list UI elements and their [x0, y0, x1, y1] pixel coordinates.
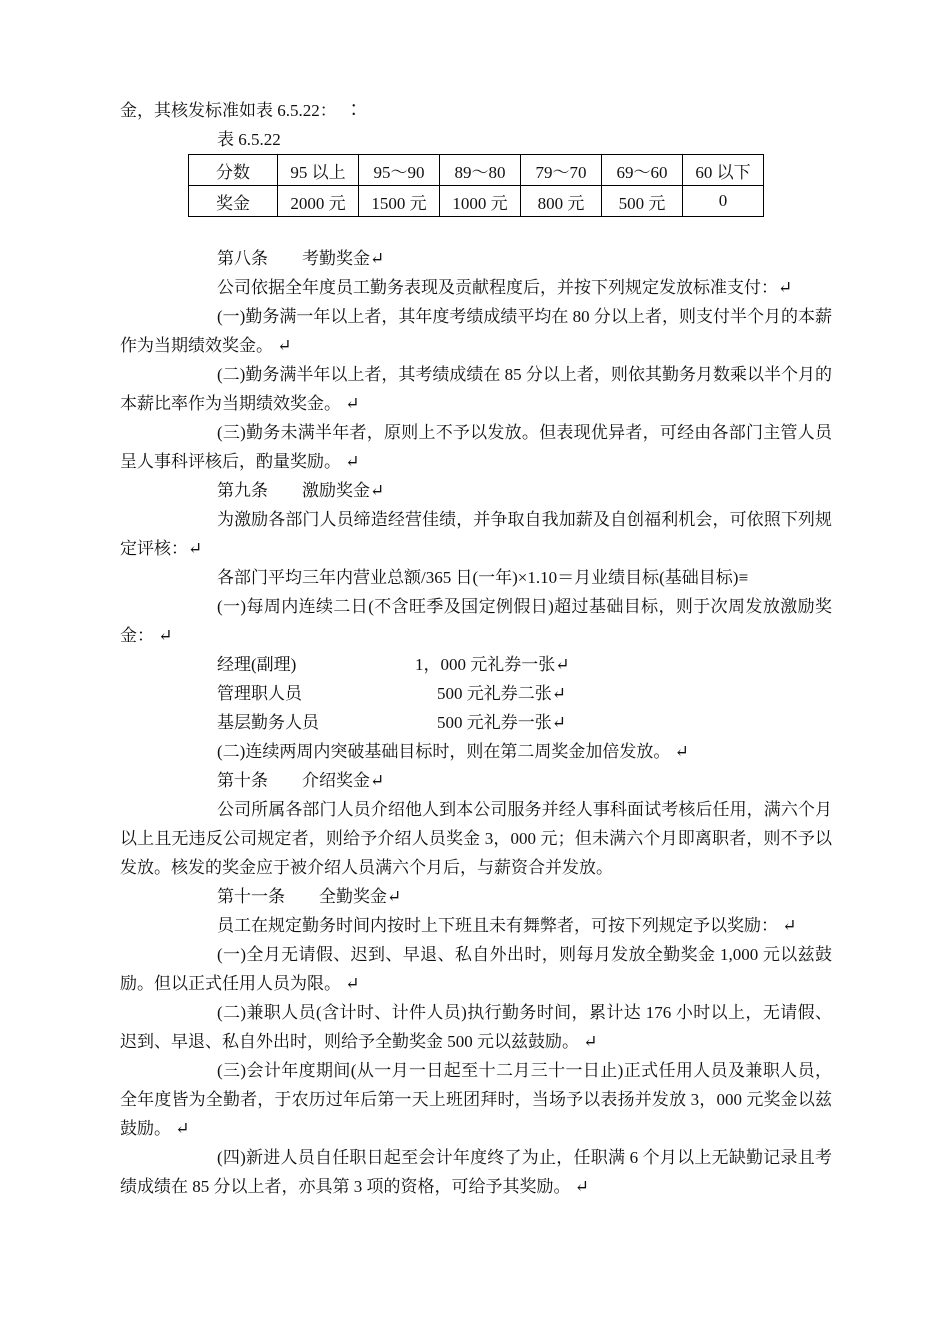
list-item [120, 679, 832, 708]
paragraph: (一)每周内连续二日(不含旺季及国定例假日)超过基础目标，则于次周发放激励奖金： ↵ [120, 597, 832, 645]
list-item-value: 1，000 元礼券一张↵ [415, 655, 570, 674]
list-item-label: 管理职人员 [217, 684, 302, 703]
article-heading: 第十条 介绍奖金↵ [217, 771, 385, 790]
paragraph: 员工在规定勤务时间内按时上下班且未有舞弊者，可按下列规定予以奖励： ↵ [217, 916, 797, 935]
paragraph: 为激励各部门人员缔造经营佳绩，并争取自我加薪及自创福利机会，可依照下列规定评核：↵ [120, 510, 832, 558]
table-cell: 奖金 [189, 186, 278, 217]
list-item [120, 708, 832, 737]
document-content [120, 96, 832, 1201]
list-item-label: 基层勤务人员 [217, 713, 319, 732]
list-item-value: 500 元礼券一张↵ [437, 713, 566, 732]
paragraph: (二)连续两周内突破基础目标时，则在第二周奖金加倍发放。 ↵ [217, 742, 689, 761]
table-cell: 2000 元 [278, 186, 359, 217]
paragraph: (四)新进人员自任职日起至会计年度终了为止，任职满 6 个月以上无缺勤记录且考绩成绩在 85 分以上者，亦具第 3 项的资格，可给予其奖励。 ↵ [120, 1148, 832, 1196]
table-cell: 79～70 [521, 155, 602, 186]
table-cell: 0 [683, 186, 764, 217]
paragraph: (三)会计年度期间(从一月一日起至十二月三十一日止)正式任用人员及兼职人员，全年度皆为全勤者，于农历过年后第一天上班团拜时，当场予以表扬并发放 3，000 元奖金以兹鼓励。 ↵ [120, 1061, 832, 1138]
table-cell: 800 元 [521, 186, 602, 217]
table-cell: 89～80 [440, 155, 521, 186]
paragraph: (三)勤务未满半年者，原则上不予以发放。但表现优异者，可经由各部门主管人员呈人事科评核后，酌量奖励。 ↵ [120, 423, 832, 471]
article-heading: 第十一条 全勤奖金↵ [217, 887, 402, 906]
paragraph: (二)勤务满半年以上者，其考绩成绩在 85 分以上者，则依其勤务月数乘以半个月的本薪比率作为当期绩效奖金。 ↵ [120, 365, 832, 413]
intro-line: 金，其核发标准如表 6.5.22： ∶ [120, 101, 363, 120]
articles-body [120, 244, 832, 1201]
article-heading: 第九条 激励奖金↵ [217, 481, 385, 500]
table-cell: 1500 元 [359, 186, 440, 217]
paragraph: (一)勤务满一年以上者，其年度考绩成绩平均在 80 分以上者，则支付半个月的本薪作为当期绩效奖金。 ↵ [120, 307, 832, 355]
table-caption: 表 6.5.22 [217, 130, 281, 149]
formula-line: 各部门平均三年内营业总额/365 日(一年)×1.10＝月业绩目标(基础目标)≡ [217, 568, 749, 587]
article-heading: 第八条 考勤奖金↵ [217, 249, 385, 268]
list-item-label: 经理(副理) [217, 655, 297, 674]
table-row-bonus [189, 186, 764, 217]
table-cell: 95～90 [359, 155, 440, 186]
list-item [120, 650, 832, 679]
list-item-value: 500 元礼券二张↵ [437, 684, 566, 703]
table-cell: 69～60 [602, 155, 683, 186]
table-cell: 分数 [189, 155, 278, 186]
paragraph: 公司依据全年度员工勤务表现及贡献程度后，并按下列规定发放标准支付：↵ [217, 278, 793, 297]
table-cell: 1000 元 [440, 186, 521, 217]
table-cell: 60 以下 [683, 155, 764, 186]
paragraph: 公司所属各部门人员介绍他人到本公司服务并经人事科面试考核后任用，满六个月以上且无违反公司规定者，则给予介绍人员奖金 3，000 元；但未满六个月即离职者，则不予以发放。核发的奖金应于被介绍人员满六个月后，与薪资合并发放。 [120, 800, 832, 877]
paragraph: (二)兼职人员(含计时、计件人员)执行勤务时间，累计达 176 小时以上，无请假、迟到、早退、私自外出时，则给予全勤奖金 500 元以兹鼓励。 ↵ [120, 1003, 832, 1051]
paragraph: (一)全月无请假、迟到、早退、私自外出时，则每月发放全勤奖金 1,000 元以兹鼓励。但以正式任用人员为限。 ↵ [120, 945, 832, 993]
score-bonus-table [188, 154, 764, 217]
table-row-scores [189, 155, 764, 186]
table-cell: 500 元 [602, 186, 683, 217]
table-cell: 95 以上 [278, 155, 359, 186]
